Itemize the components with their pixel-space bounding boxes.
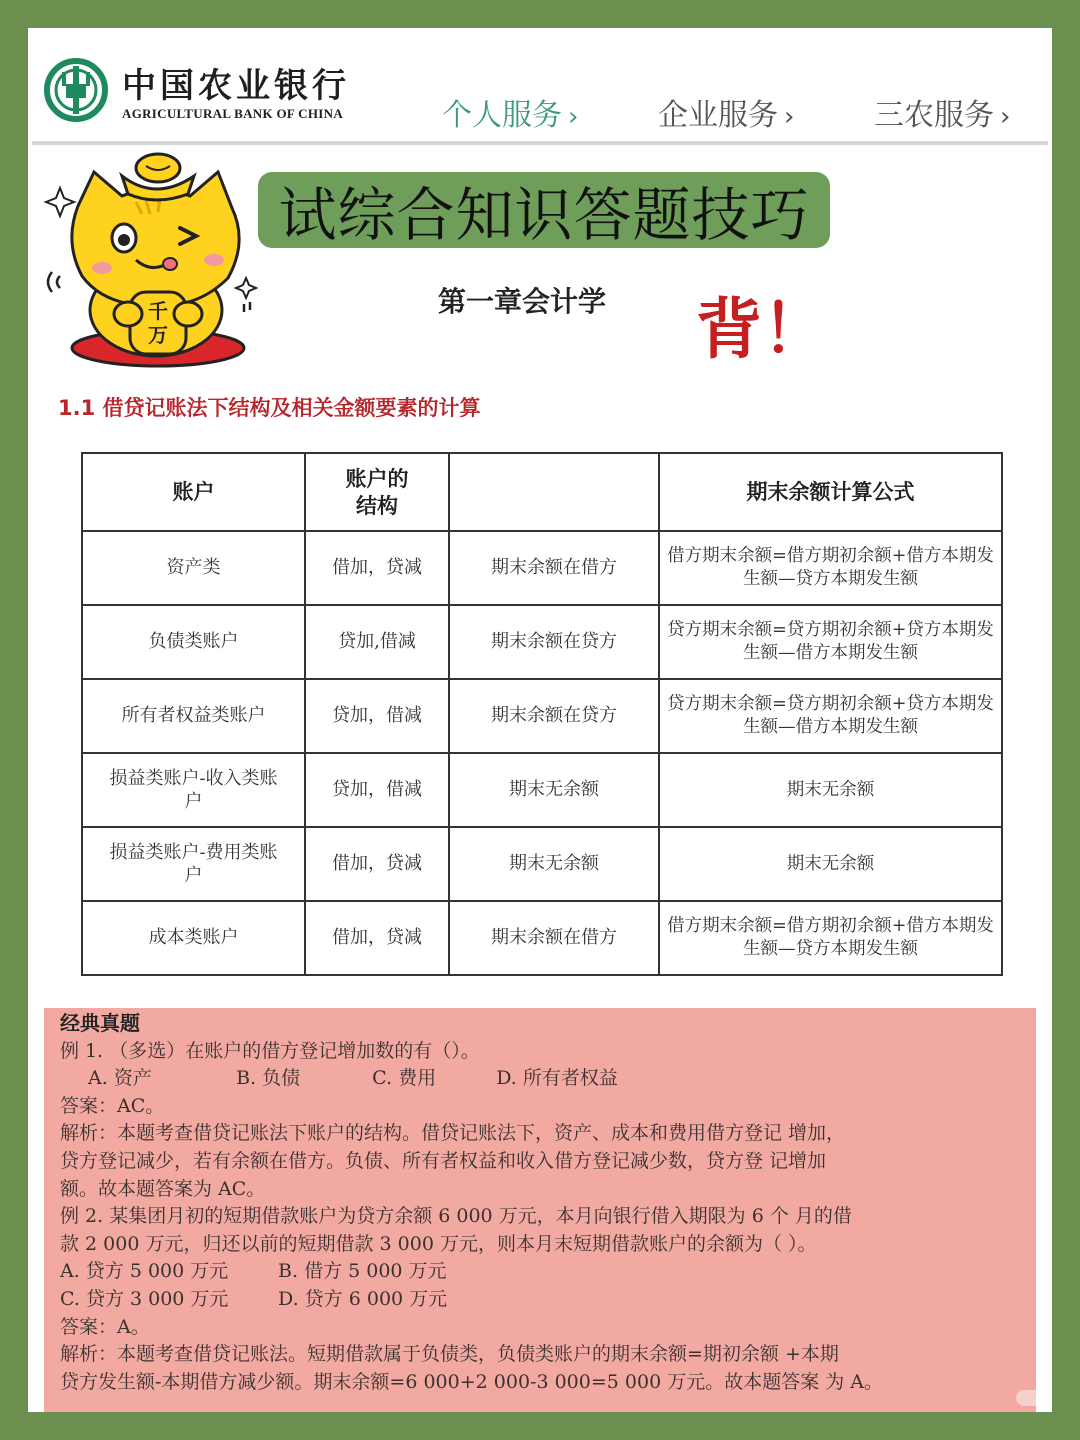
column-header: 期末余额计算公式 bbox=[659, 453, 1002, 531]
section-title: 1.1 借贷记账法下结构及相关金额要素的计算 bbox=[58, 396, 481, 420]
table-row bbox=[82, 531, 1002, 605]
coin-text: 千 bbox=[148, 299, 168, 323]
nav-label: 三农服务 bbox=[874, 98, 994, 133]
table-row bbox=[82, 901, 1002, 975]
formula-cell: 借方期末余额=借方期初余额+借方本期发生额—贷方本期发生额 bbox=[659, 901, 1002, 975]
option: A. 资产 bbox=[88, 1067, 152, 1090]
exam-heading: 经典真题 bbox=[60, 1011, 140, 1035]
account-structure-table bbox=[81, 452, 1003, 976]
structure-cell: 贷加，借减 bbox=[305, 753, 449, 827]
page-title: 试综合知识答题技巧 bbox=[278, 181, 810, 249]
lucky-cat-mascot-icon bbox=[38, 142, 268, 372]
watermark-badge bbox=[1016, 1390, 1050, 1406]
nav-label: 个人服务 bbox=[442, 98, 562, 133]
column-header: 账户的结构 bbox=[305, 453, 449, 531]
option: B. 负债 bbox=[236, 1067, 301, 1090]
structure-cell: 借加，贷减 bbox=[305, 531, 449, 605]
question-2-line: 款 2 000 万元，归还以前的短期借款 3 000 万元，则本月末短期借款账户的余额为（ ）。 bbox=[60, 1232, 817, 1255]
account-cell: 成本类账户 bbox=[82, 901, 305, 975]
table-header-row bbox=[82, 453, 1002, 531]
bank-header bbox=[28, 28, 1052, 144]
formula-cell: 贷方期末余额=贷方期初余额+贷方本期发生额—借方本期发生额 bbox=[659, 605, 1002, 679]
balance-side-cell: 期末无余额 bbox=[449, 753, 659, 827]
balance-side-cell: 期末余额在贷方 bbox=[449, 679, 659, 753]
analysis-line: 贷方登记减少，若有余额在借方。负债、所有者权益和收入借方登记减少数，贷方登 记增加 bbox=[60, 1149, 827, 1172]
nav-rural-services[interactable] bbox=[874, 90, 1010, 134]
account-cell: 损益类账户-费用类账户 bbox=[82, 827, 305, 901]
analysis-line: 解析：本题考查借贷记账法。短期借款属于负债类，负债类账户的期末余额=期初余额 +本期 bbox=[60, 1343, 839, 1366]
balance-side-cell: 期末余额在借方 bbox=[449, 901, 659, 975]
chevron-right-icon: › bbox=[1000, 102, 1011, 132]
question-1-options bbox=[60, 1065, 1024, 1093]
analysis-line: 额。故本题答案为 AC。 bbox=[60, 1177, 266, 1200]
option: C. 贷方 3 000 万元 bbox=[60, 1287, 229, 1310]
structure-cell: 贷加，借减 bbox=[305, 679, 449, 753]
classic-exam-questions bbox=[44, 1008, 1036, 1412]
table-row bbox=[82, 605, 1002, 679]
column-header bbox=[449, 453, 659, 531]
question-2-answer: 答案：A。 bbox=[60, 1315, 150, 1338]
abc-bank-logo-icon bbox=[44, 58, 108, 122]
table-row bbox=[82, 753, 1002, 827]
memorize-callout: 背！ bbox=[696, 290, 828, 368]
chevron-right-icon: › bbox=[784, 102, 795, 132]
question-2-options bbox=[60, 1258, 1024, 1286]
nav-label: 企业服务 bbox=[658, 98, 778, 133]
chevron-right-icon: › bbox=[568, 102, 579, 132]
bank-name-en: AGRICULTURAL BANK OF CHINA bbox=[122, 106, 344, 121]
chapter-heading: 第一章会计学 bbox=[438, 285, 607, 318]
analysis-line: 贷方发生额-本期借方减少额。期末余额=6 000+2 000-3 000=5 000 万元。故本题答案 为 A。 bbox=[60, 1370, 884, 1393]
structure-cell: 贷加,借减 bbox=[305, 605, 449, 679]
question-2-line: 例 2. 某集团月初的短期借款账户为贷方余额 6 000 万元，本月向银行借入期限为 6 个 月的借 bbox=[60, 1205, 852, 1228]
account-cell: 资产类 bbox=[82, 531, 305, 605]
account-cell: 所有者权益类账户 bbox=[82, 679, 305, 753]
balance-side-cell: 期末余额在贷方 bbox=[449, 605, 659, 679]
table-row bbox=[82, 679, 1002, 753]
option: D. 所有者权益 bbox=[496, 1067, 618, 1090]
bank-name-cn: 中国农业银行 bbox=[122, 66, 350, 106]
question-2-options bbox=[60, 1286, 1024, 1314]
balance-side-cell: 期末无余额 bbox=[449, 827, 659, 901]
question-1-answer: 答案：AC。 bbox=[60, 1094, 165, 1117]
account-cell: 损益类账户-收入类账户 bbox=[82, 753, 305, 827]
formula-cell: 借方期末余额=借方期初余额+借方本期发生额—贷方本期发生额 bbox=[659, 531, 1002, 605]
page bbox=[28, 28, 1052, 1412]
column-header: 账户 bbox=[82, 453, 305, 531]
formula-cell: 贷方期末余额=贷方期初余额+贷方本期发生额—借方本期发生额 bbox=[659, 679, 1002, 753]
option: C. 费用 bbox=[372, 1067, 437, 1090]
nav-personal-services[interactable] bbox=[442, 90, 578, 134]
account-cell: 负债类账户 bbox=[82, 605, 305, 679]
question-1: 例 1. （多选）在账户的借方登记增加数的有（）。 bbox=[60, 1039, 480, 1062]
table-row bbox=[82, 827, 1002, 901]
structure-cell: 借加，贷减 bbox=[305, 827, 449, 901]
analysis-line: 解析：本题考查借贷记账法下账户的结构。借贷记账法下，资产、成本和费用借方登记 增加， bbox=[60, 1122, 846, 1145]
formula-cell: 期末无余额 bbox=[659, 753, 1002, 827]
nav-business-services[interactable] bbox=[658, 90, 794, 134]
option: D. 贷方 6 000 万元 bbox=[278, 1287, 448, 1310]
option: A. 贷方 5 000 万元 bbox=[60, 1260, 229, 1283]
option: B. 借方 5 000 万元 bbox=[278, 1260, 447, 1283]
balance-side-cell: 期末余额在借方 bbox=[449, 531, 659, 605]
structure-cell: 借加，贷减 bbox=[305, 901, 449, 975]
title-banner bbox=[258, 172, 830, 248]
formula-cell: 期末无余额 bbox=[659, 827, 1002, 901]
coin-text: 万 bbox=[148, 323, 168, 347]
